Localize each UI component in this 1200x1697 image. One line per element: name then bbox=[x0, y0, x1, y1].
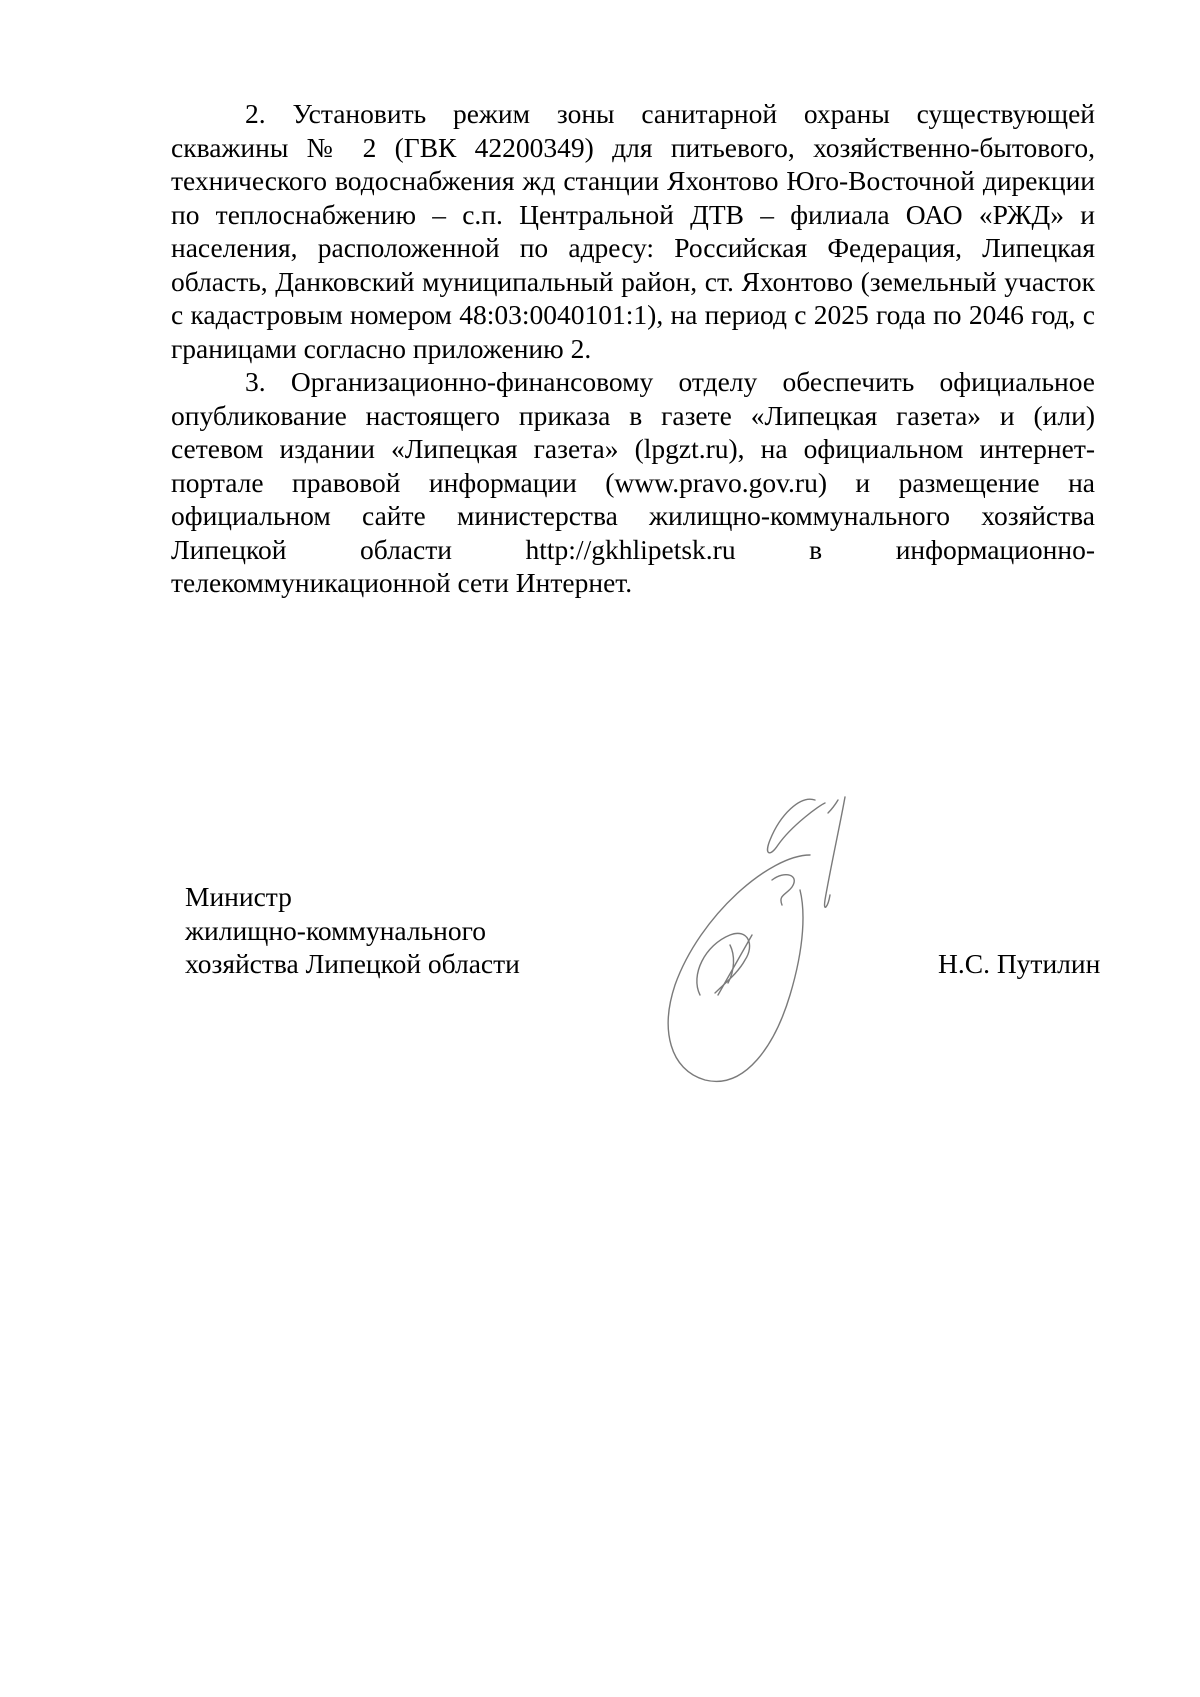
signature-stroke bbox=[718, 935, 752, 995]
signature-stroke bbox=[772, 875, 794, 905]
signature-stroke bbox=[828, 800, 838, 813]
signer-position-line: Министр bbox=[185, 881, 292, 912]
signer-position bbox=[185, 880, 520, 981]
signer-position-line: жилищно-коммунального bbox=[185, 914, 486, 946]
paragraph-2: 2. Установить режим зоны санитарной охраны существующей скважины № 2 (ГВК 42200349) для питьевого, хозяйственно-бытового, технического водоснабжения жд станции Яхонтово Юго-Восточной дирекции по теплоснабжению – с.п. Центральной ДТВ – филиала ОАО «РЖД» и населения, расположенной по адресу: Российская Федерация, Липецкая область, Данковский муниципальный район, ст. Яхонтово (земельный участок с кадастровым номером 48:03:0040101:1), на период с 2025 года по 2046 год, с границами согласно приложению 2. bbox=[171, 98, 1095, 364]
signer-position-line: хозяйства Липецкой области bbox=[185, 948, 520, 979]
document-body bbox=[171, 97, 1095, 600]
signer-name: Н.С. Путилин bbox=[938, 948, 1101, 979]
paragraph-3: 3. Организационно-финансовому отделу обеспечить официальное опубликование настоящего приказа в газете «Липецкая газета» и (или) сетевом издании «Липецкая газета» (lpgzt.ru), на официальном интернет-портале правовой информации (www.pravo.gov.ru) и размещение на официальном сайте министерства жилищно-коммунального хозяйства Липецкой области http://gkhlipetsk.ru в информационно-телекоммуникационной сети Интернет. bbox=[171, 366, 1095, 598]
signature-stroke bbox=[768, 799, 825, 853]
handwritten-signature bbox=[660, 795, 920, 1095]
